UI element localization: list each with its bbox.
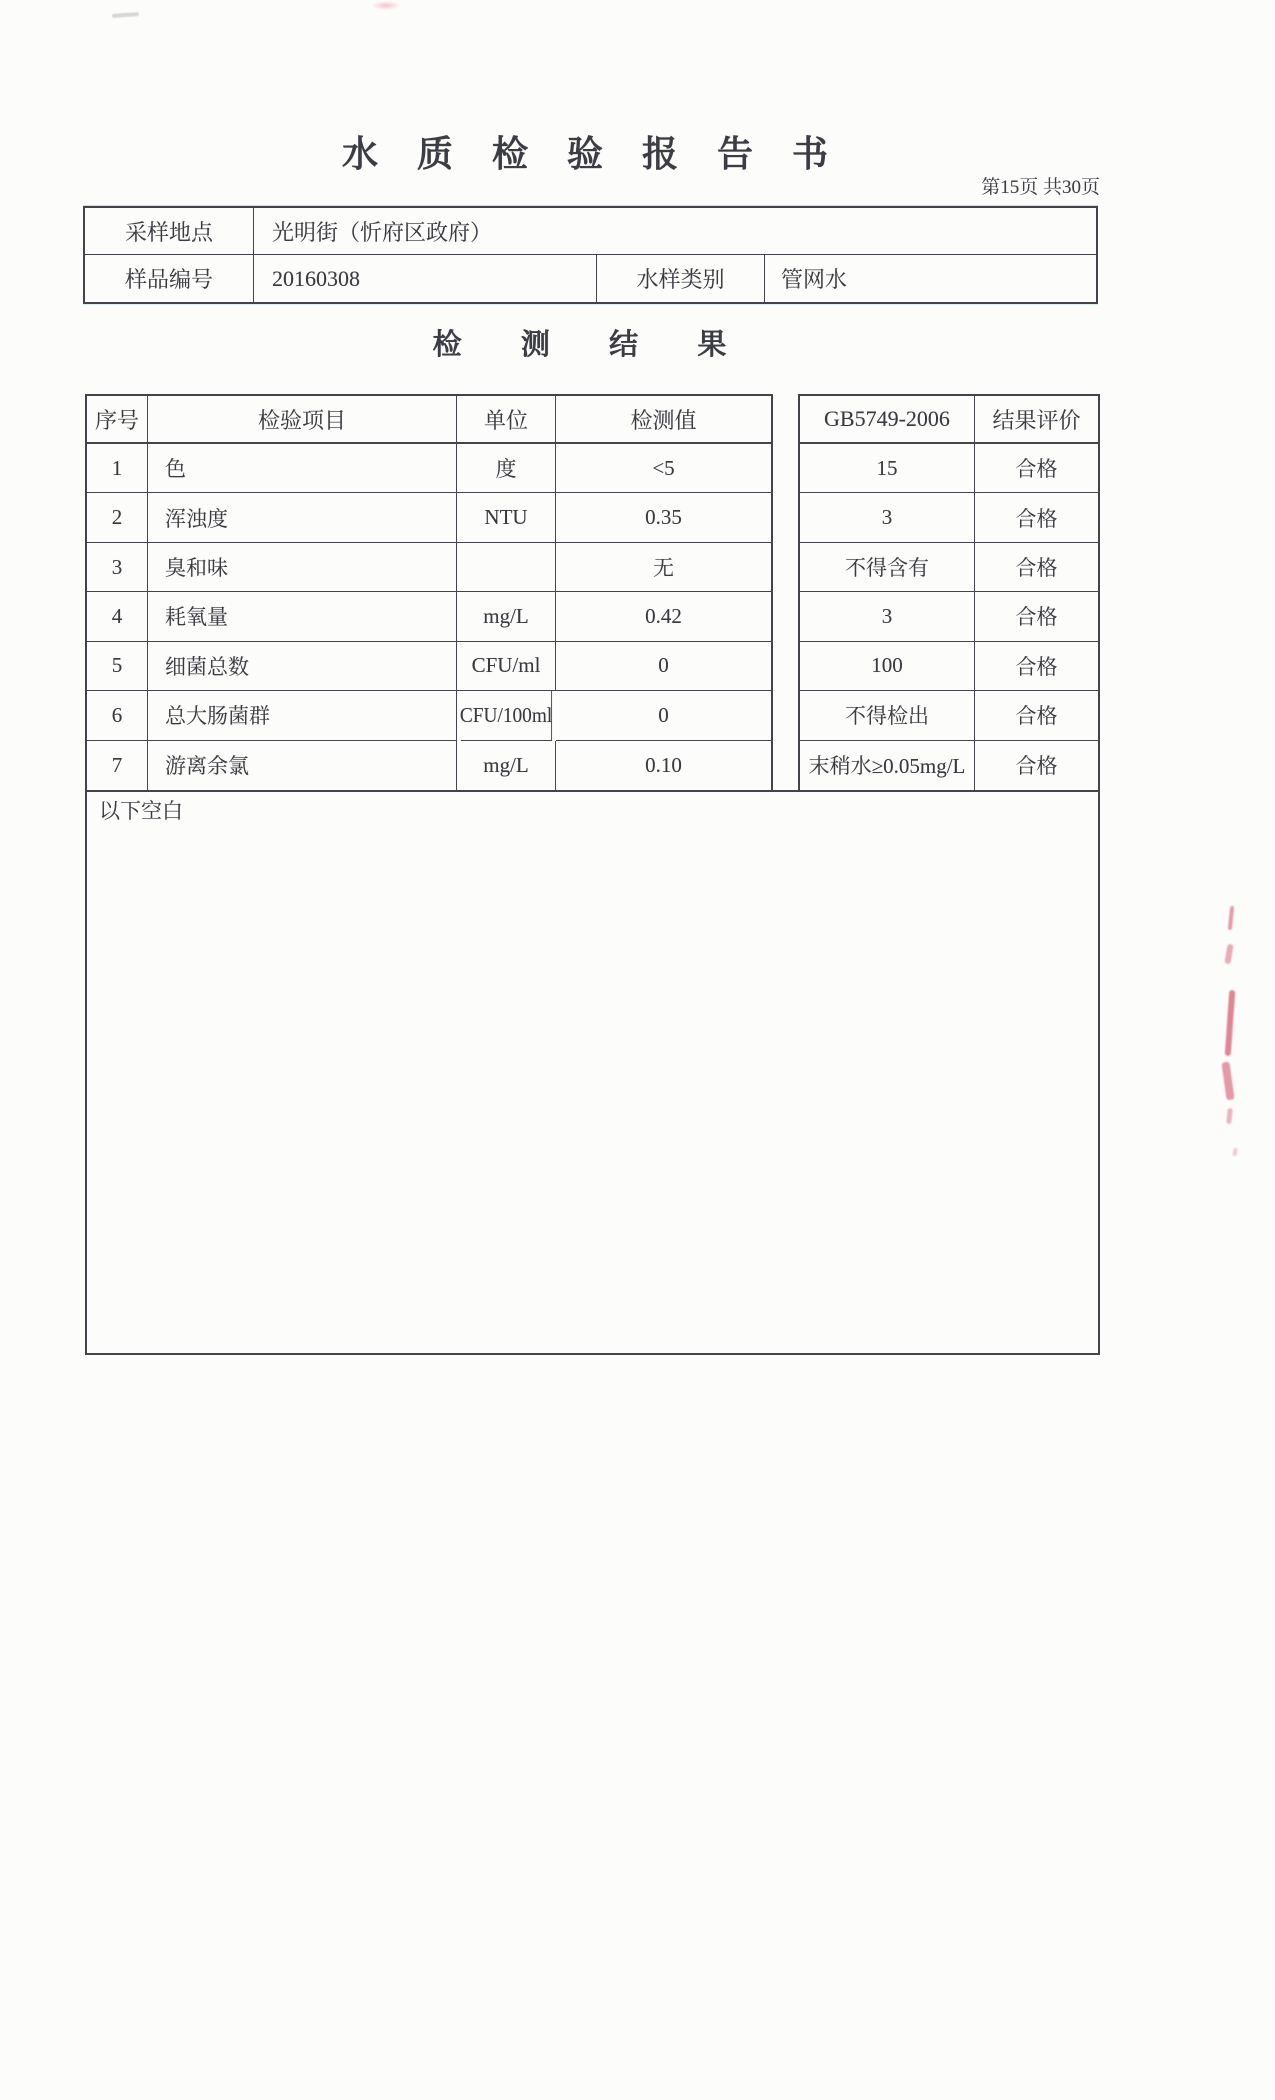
red-mark <box>1221 1062 1234 1101</box>
row-unit: mg/L <box>457 592 556 641</box>
red-mark <box>1228 906 1234 930</box>
water-type-value: 管网水 <box>781 267 848 292</box>
scan-artifact-pink-smudge <box>372 1 400 10</box>
red-mark <box>1224 944 1233 965</box>
row-unit: 度 <box>457 444 556 493</box>
row-standard: 不得检出 <box>800 691 975 740</box>
row-standard: 100 <box>800 642 975 691</box>
section-title-test-results: 检 测 结 果 <box>432 329 753 361</box>
row-standard: 末稍水≥0.05mg/L <box>800 741 975 790</box>
col-header-standard: GB5749-2006 <box>800 396 975 444</box>
row-value: 0 <box>556 642 771 691</box>
sample-number-label: 样品编号 <box>85 255 254 302</box>
col-header-index: 序号 <box>87 396 148 444</box>
row-index: 6 <box>87 691 148 740</box>
page-indicator: 第15页 共30页 <box>981 177 1100 198</box>
row-evaluation: 合格 <box>975 592 1098 641</box>
row-value: 无 <box>556 543 771 592</box>
sample-info-table <box>83 206 1098 304</box>
row-evaluation: 合格 <box>1015 754 1058 779</box>
row-value: 0.42 <box>556 592 771 641</box>
row-unit: NTU <box>457 493 556 542</box>
sampling-location-value: 光明街（忻府区政府） <box>254 208 1096 255</box>
row-standard: 3 <box>800 493 975 542</box>
row-item: 浑浊度 <box>148 493 457 542</box>
results-table-right <box>798 394 1100 790</box>
red-mark <box>1232 1148 1238 1157</box>
row-value: <5 <box>556 444 771 493</box>
row-evaluation: 合格 <box>975 691 1098 740</box>
row-evaluation: 合格 <box>975 444 1098 493</box>
sampling-location-label: 采样地点 <box>85 208 254 255</box>
row-evaluation: 合格 <box>975 642 1098 691</box>
row-standard: 不得含有 <box>800 543 975 592</box>
row-index: 2 <box>87 493 148 542</box>
row-unit: CFU/ml <box>457 642 556 691</box>
col-header-unit: 单位 <box>457 396 556 444</box>
row-index: 7 <box>87 741 148 790</box>
row-evaluation: 合格 <box>975 543 1098 592</box>
row-index: 5 <box>87 642 148 691</box>
row-item: 细菌总数 <box>148 642 457 691</box>
row-unit <box>457 543 556 592</box>
row-item: 色 <box>148 444 457 493</box>
row-index: 1 <box>87 444 148 493</box>
row-item: 耗氧量 <box>148 592 457 641</box>
row-index: 4 <box>87 592 148 641</box>
blank-below-note: 以下空白 <box>99 799 183 823</box>
row-standard: 15 <box>800 444 975 493</box>
red-mark <box>1226 1108 1233 1124</box>
col-header-evaluation: 结果评价 <box>975 396 1098 444</box>
red-mark <box>1225 990 1236 1056</box>
row-index: 3 <box>87 543 148 592</box>
row-standard: 3 <box>800 592 975 641</box>
row-item: 游离余氯 <box>148 741 457 790</box>
row-value: 0.35 <box>556 493 771 542</box>
col-header-value: 检测值 <box>556 396 771 444</box>
report-title: 水 质 检 验 报 告 书 <box>341 134 843 174</box>
row-item: 臭和味 <box>148 543 457 592</box>
scan-artifact-gray-dash <box>112 12 139 18</box>
row-unit: mg/L <box>457 741 556 790</box>
row-item: 总大肠菌群 <box>148 691 457 740</box>
blank-remainder-box <box>85 790 1100 1355</box>
results-table-left <box>85 394 773 790</box>
row-value: 0 <box>556 691 771 740</box>
row-unit: CFU/100ml <box>461 691 552 740</box>
water-type-label: 水样类别 <box>597 255 765 302</box>
col-header-item: 检验项目 <box>148 396 457 444</box>
sample-number-value: 20160308 <box>254 255 597 302</box>
row-evaluation: 合格 <box>975 493 1098 542</box>
row-value: 0.10 <box>645 752 682 777</box>
